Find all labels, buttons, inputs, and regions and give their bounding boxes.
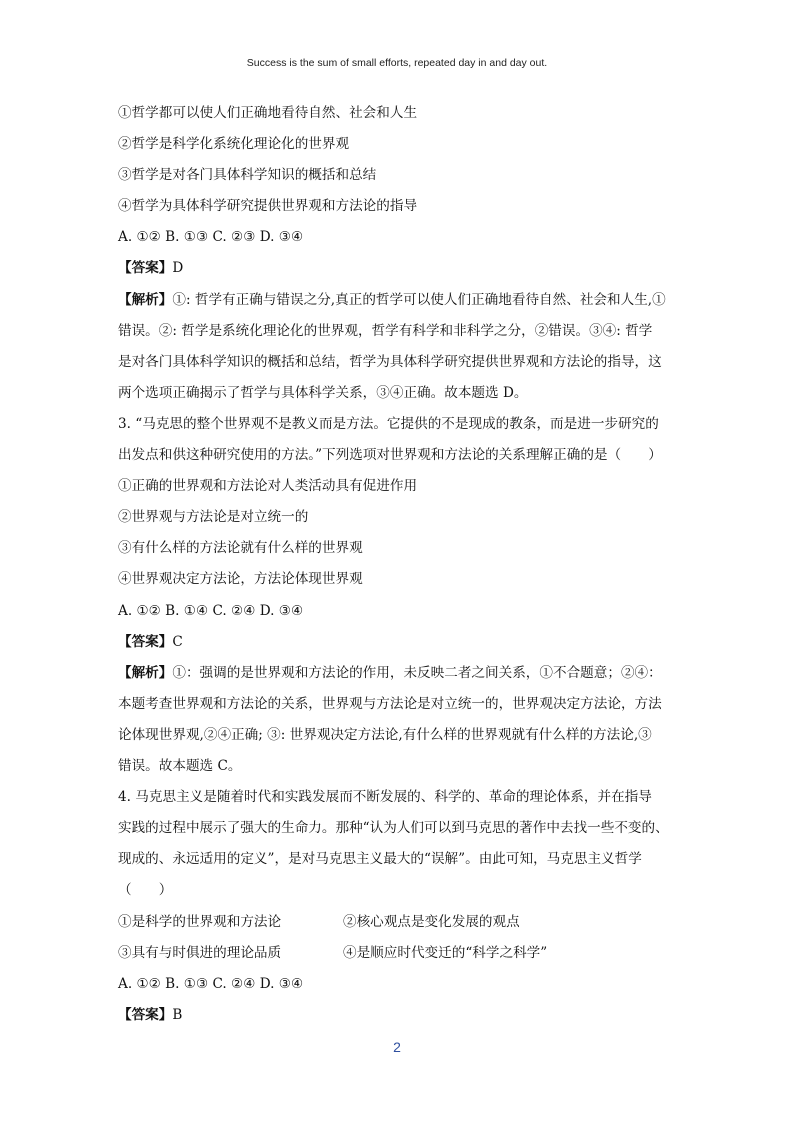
q2-options: A. ①② B. ①③ C. ②③ D. ③④ (118, 229, 304, 245)
analysis-text: ①: 哲学有正确与错误之分,真正的哲学可以使人们正确地看待自然、社会和人生,① (172, 292, 666, 308)
q4-item-1: ①是科学的世界观和方法论 (118, 914, 282, 930)
answer-label: 【答案】 (118, 260, 173, 276)
answer-value: C (172, 634, 183, 650)
q4-options: A. ①② B. ①③ C. ②④ D. ③④ (118, 976, 304, 992)
q3-analysis-line-2: 本题考查世界观和方法论的关系，世界观与方法论是对立统一的，世界观决定方法论，方法 (118, 696, 662, 712)
q3-stem-line-2: 出发点和供这种研究使用的方法。”下列选项对世界观和方法论的关系理解正确的是（ ） (118, 447, 662, 463)
q3-answer (118, 632, 183, 652)
q4-stem-line-1: 4. 马克思主义是随着时代和实践发展而不断发展的、科学的、革命的理论体系，并在指导 (118, 789, 652, 805)
q3-item-1: ①正确的世界观和方法论对人类活动具有促进作用 (118, 478, 418, 494)
answer-value: B (172, 1007, 183, 1023)
page-number: 2 (393, 1039, 401, 1055)
q3-item-3: ③有什么样的方法论就有什么样的世界观 (118, 540, 363, 556)
q4-answer (118, 1005, 182, 1025)
q2-item-1: ①哲学都可以使人们正确地看待自然、社会和人生 (118, 105, 418, 121)
q2-analysis-line-1 (118, 290, 666, 310)
q4-item-4: ④是顺应时代变迁的“科学之科学” (343, 945, 548, 961)
q4-items-row-1 (118, 912, 520, 932)
q2-analysis-line-3: 是对各门具体科学知识的概括和总结，哲学为具体科学研究提供世界观和方法论的指导，这 (118, 354, 662, 370)
q4-stem-line-3: 现成的、永远适用的定义”，是对马克思主义最大的“误解”。由此可知，马克思主义哲学 (118, 851, 642, 867)
q2-analysis-line-2: 错误。②: 哲学是系统化理论化的世界观，哲学有科学和非科学之分，②错误。③④: 哲学 (118, 323, 653, 339)
q3-item-4: ④世界观决定方法论，方法论体现世界观 (118, 571, 363, 587)
q3-analysis-line-3: 论体现世界观,②④正确; ③: 世界观决定方法论,有什么样的世界观就有什么样的方法论,③ (118, 727, 652, 743)
q2-item-4: ④哲学为具体科学研究提供世界观和方法论的指导 (118, 198, 418, 214)
q2-item-2: ②哲学是科学化系统化理论化的世界观 (118, 136, 350, 152)
q2-item-3: ③哲学是对各门具体科学知识的概括和总结 (118, 167, 377, 183)
analysis-label: 【解析】 (118, 665, 173, 681)
q4-items-row-2 (118, 943, 548, 963)
q2-answer (118, 258, 183, 278)
q2-analysis-line-4: 两个选项正确揭示了哲学与具体科学关系，③④正确。故本题选 D。 (118, 385, 528, 401)
answer-label: 【答案】 (118, 1007, 173, 1023)
q3-options: A. ①② B. ①④ C. ②④ D. ③④ (118, 603, 304, 619)
q4-stem-line-2: 实践的过程中展示了强大的生命力。那种“认为人们可以到马克思的著作中去找一些不变的、 (118, 820, 669, 836)
analysis-label: 【解析】 (118, 292, 173, 308)
page-header-motto: Success is the sum of small efforts, repeated day in and day out. (246, 57, 548, 69)
q4-stem-line-4: （ ） (118, 882, 173, 898)
q3-item-2: ②世界观与方法论是对立统一的 (118, 509, 309, 525)
answer-label: 【答案】 (118, 634, 173, 650)
analysis-text: ①：强调的是世界观和方法论的作用，未反映二者之间关系，①不合题意；②④： (172, 665, 662, 681)
q3-analysis-line-4: 错误。故本题选 C。 (118, 758, 242, 774)
q3-stem-line-1: 3. “马克思的整个世界观不是教义而是方法。它提供的不是现成的教条，而是进一步研究的 (118, 416, 659, 432)
answer-value: D (172, 260, 184, 276)
q4-item-3: ③具有与时俱进的理论品质 (118, 945, 282, 961)
q3-analysis-line-1 (118, 663, 662, 683)
q4-item-2: ②核心观点是变化发展的观点 (343, 914, 520, 930)
